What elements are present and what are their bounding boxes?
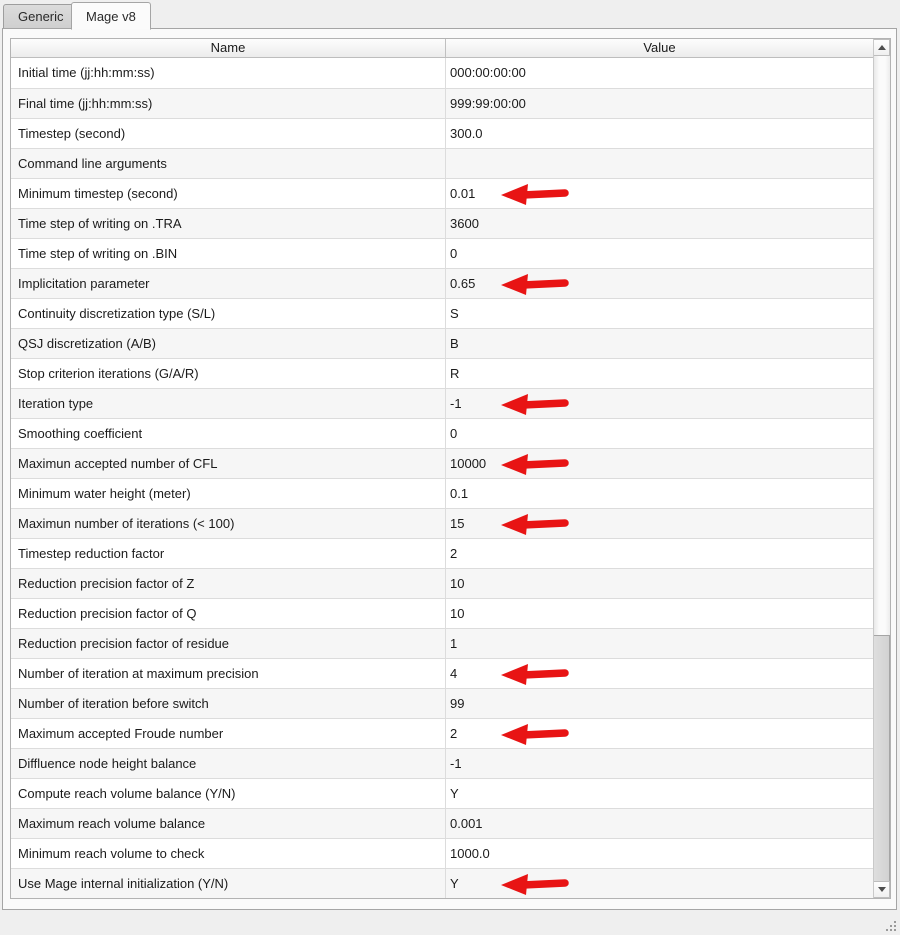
table-row[interactable]: [11, 148, 873, 178]
table-row[interactable]: [11, 328, 873, 358]
param-name-cell: Time step of writing on .BIN: [11, 239, 446, 268]
red-left-arrow-icon: [499, 512, 569, 536]
param-value-cell[interactable]: [446, 149, 873, 178]
red-left-arrow-icon: [499, 392, 569, 416]
param-value-cell[interactable]: 1000.0: [450, 846, 490, 861]
table-body: [11, 58, 873, 898]
param-value-cell[interactable]: R: [450, 366, 460, 381]
param-name-cell: Number of iteration at maximum precision: [11, 659, 446, 688]
param-name-cell: Stop criterion iterations (G/A/R): [11, 359, 446, 388]
param-value-cell[interactable]: 4: [446, 659, 873, 688]
table-row[interactable]: [11, 628, 873, 658]
table-row[interactable]: [11, 358, 873, 388]
red-left-arrow-icon: [499, 872, 569, 896]
table-row[interactable]: [11, 298, 873, 328]
tab-generic-label: Generic: [18, 9, 64, 24]
table-row[interactable]: [11, 208, 873, 238]
table-row[interactable]: [11, 268, 873, 298]
param-name-cell: Minimum timestep (second): [11, 179, 446, 208]
param-name-cell: Reduction precision factor of Q: [11, 599, 446, 628]
vertical-scrollbar[interactable]: [873, 39, 890, 898]
scroll-up-icon: [878, 45, 886, 50]
table-row[interactable]: [11, 838, 873, 868]
tab-content-panel: [2, 28, 897, 910]
table-row[interactable]: [11, 568, 873, 598]
param-value-cell[interactable]: 0.65: [446, 269, 873, 298]
table-row[interactable]: [11, 58, 873, 88]
param-name-cell: Minimum water height (meter): [11, 479, 446, 508]
param-name-cell: Number of iteration before switch: [11, 689, 446, 718]
table-row[interactable]: [11, 448, 873, 478]
param-name-cell: Maximum accepted Froude number: [11, 719, 446, 748]
param-name-cell: Compute reach volume balance (Y/N): [11, 779, 446, 808]
param-value-cell[interactable]: 0.01: [446, 179, 873, 208]
param-value-cell[interactable]: 2: [450, 546, 458, 561]
scroll-down-icon: [878, 887, 886, 892]
red-left-arrow-icon: [499, 722, 569, 746]
param-value-cell[interactable]: -1: [446, 389, 873, 418]
param-name-cell: Smoothing coefficient: [11, 419, 446, 448]
param-value-cell[interactable]: 10000: [446, 449, 873, 478]
table-row[interactable]: [11, 238, 873, 268]
param-name-cell: Maximun number of iterations (< 100): [11, 509, 446, 538]
table-row[interactable]: [11, 508, 873, 538]
param-value-cell[interactable]: Y: [450, 786, 459, 801]
param-value-cell[interactable]: 15: [446, 509, 873, 538]
param-value-cell[interactable]: 000:00:00:00: [450, 65, 526, 80]
param-name-cell: Final time (jj:hh:mm:ss): [11, 89, 446, 118]
table-row[interactable]: [11, 88, 873, 118]
param-name-cell: Time step of writing on .TRA: [11, 209, 446, 238]
table-row[interactable]: [11, 688, 873, 718]
table-row[interactable]: [11, 868, 873, 898]
parameters-table: [10, 38, 891, 899]
red-left-arrow-icon: [499, 662, 569, 686]
param-name-cell: Reduction precision factor of Z: [11, 569, 446, 598]
param-value-cell[interactable]: 999:99:00:00: [450, 96, 526, 111]
table-row[interactable]: [11, 388, 873, 418]
scroll-down-button[interactable]: [874, 881, 890, 898]
param-name-cell: Command line arguments: [11, 149, 446, 178]
table-row[interactable]: [11, 808, 873, 838]
red-left-arrow-icon: [499, 182, 569, 206]
param-name-cell: QSJ discretization (A/B): [11, 329, 446, 358]
table-row[interactable]: [11, 118, 873, 148]
table-row[interactable]: [11, 178, 873, 208]
param-name-cell: Continuity discretization type (S/L): [11, 299, 446, 328]
table-row[interactable]: [11, 658, 873, 688]
param-name-cell: Timestep (second): [11, 119, 446, 148]
param-name-cell: Use Mage internal initialization (Y/N): [11, 869, 446, 898]
tab-generic[interactable]: [3, 4, 79, 29]
table-row[interactable]: [11, 748, 873, 778]
param-name-cell: Maximun accepted number of CFL: [11, 449, 446, 478]
param-value-cell[interactable]: 99: [450, 696, 465, 711]
param-value-cell[interactable]: 0.1: [450, 486, 469, 501]
param-value-cell[interactable]: Y: [446, 869, 873, 898]
param-value-cell[interactable]: 0.001: [450, 816, 483, 831]
param-name-cell: Initial time (jj:hh:mm:ss): [11, 58, 446, 88]
param-name-cell: Iteration type: [11, 389, 446, 418]
table-row[interactable]: [11, 598, 873, 628]
param-name-cell: Implicitation parameter: [11, 269, 446, 298]
table-row[interactable]: [11, 778, 873, 808]
status-bar: [0, 911, 900, 935]
table-row[interactable]: [11, 538, 873, 568]
red-left-arrow-icon: [499, 272, 569, 296]
param-name-cell: Maximum reach volume balance: [11, 809, 446, 838]
tab-mage-v8-label: Mage v8: [86, 9, 136, 24]
table-row[interactable]: [11, 718, 873, 748]
param-value-cell[interactable]: 10: [450, 606, 465, 621]
param-value-cell[interactable]: 10: [450, 576, 465, 591]
param-value-cell[interactable]: B: [450, 336, 459, 351]
param-value-cell[interactable]: 0: [450, 246, 458, 261]
param-value-cell[interactable]: -1: [450, 756, 462, 771]
param-name-cell: Minimum reach volume to check: [11, 839, 446, 868]
column-header-name[interactable]: Name: [11, 39, 446, 57]
scroll-up-button[interactable]: [874, 39, 890, 56]
table-row[interactable]: [11, 478, 873, 508]
table-header: [11, 39, 890, 58]
tab-mage-v8[interactable]: [71, 2, 151, 30]
param-value-cell[interactable]: 1: [450, 636, 458, 651]
table-row[interactable]: [11, 418, 873, 448]
param-name-cell: Diffluence node height balance: [11, 749, 446, 778]
red-left-arrow-icon: [499, 452, 569, 476]
column-header-value[interactable]: Value: [643, 40, 676, 55]
param-value-cell[interactable]: 300.0: [450, 126, 483, 141]
resize-grip-icon[interactable]: [884, 919, 898, 933]
param-name-cell: Reduction precision factor of residue: [11, 629, 446, 658]
scrollbar-thumb[interactable]: [874, 635, 890, 884]
param-name-cell: Timestep reduction factor: [11, 539, 446, 568]
param-value-cell[interactable]: 3600: [450, 216, 479, 231]
param-value-cell[interactable]: S: [450, 306, 459, 321]
param-value-cell[interactable]: 0: [450, 426, 458, 441]
param-value-cell[interactable]: 2: [446, 719, 873, 748]
